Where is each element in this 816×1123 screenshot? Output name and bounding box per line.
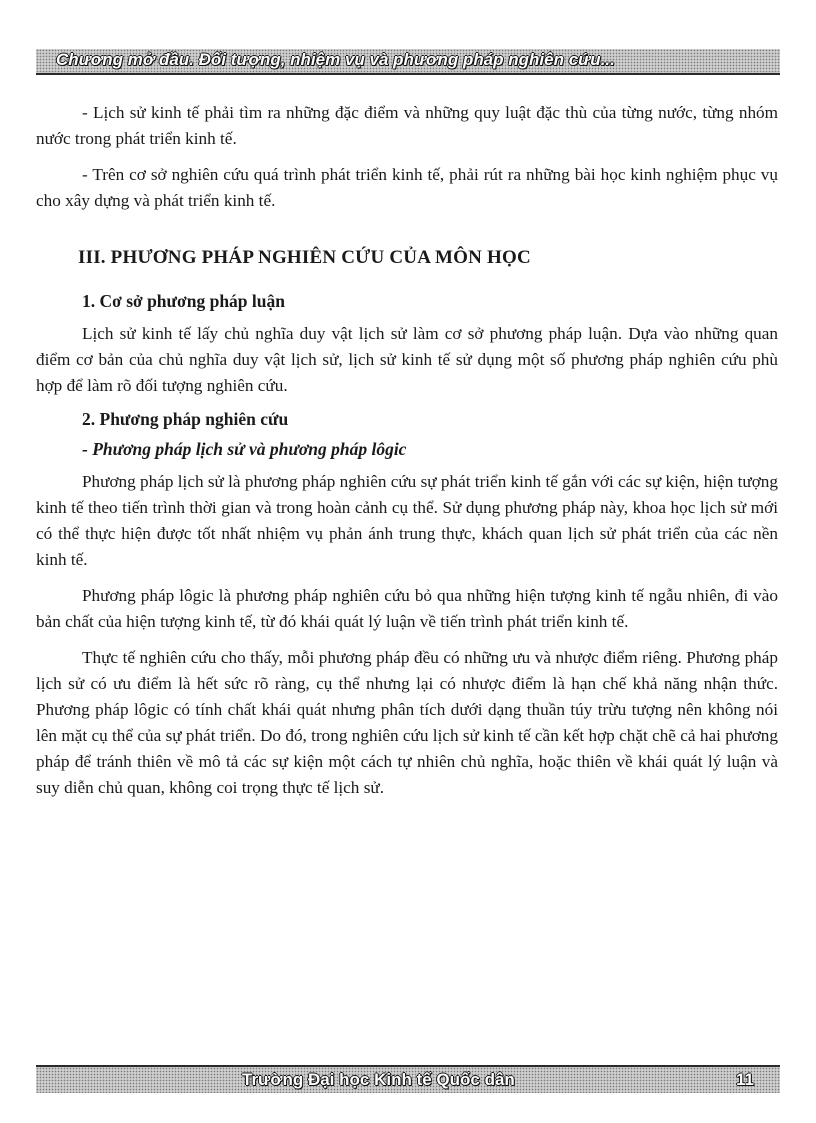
paragraph: Lịch sử kinh tế lấy chủ nghĩa duy vật lịch sử làm cơ sở phương pháp luận. Dựa vào những quan điểm cơ bản của chủ nghĩa duy vật lịch sử, lịch sử kinh tế sử dụng một số phương pháp nghiên cứu phù hợp để làm rõ đối tượng nghiên cứu. bbox=[36, 324, 778, 395]
subsection-heading: 1. Cơ sở phương pháp luận bbox=[82, 291, 285, 311]
paragraph: Phương pháp lịch sử là phương pháp nghiên cứu sự phát triển kinh tế gắn với các sự kiện, hiện tượng kinh tế theo tiến trình thời gian và trong hoàn cảnh cụ thể. Sử dụng phương pháp này, khoa học lịch sử mới có thể thực hiện được tốt nhất nhiệm vụ phản ánh trung thực, khách quan lịch sử phát triển của các nền kinh tế. bbox=[36, 472, 778, 569]
paragraph: - Trên cơ sở nghiên cứu quá trình phát triển kinh tế, phải rút ra những bài học kinh nghiệm phục vụ cho xây dựng và phát triển kinh tế. bbox=[36, 165, 778, 210]
paragraph: - Lịch sử kinh tế phải tìm ra những đặc điểm và những quy luật đặc thù của từng nước, từng nhóm nước trong phát triển kinh tế. bbox=[36, 103, 778, 148]
paragraph: Thực tế nghiên cứu cho thấy, mỗi phương pháp đều có những ưu và nhược điểm riêng. Phương pháp lịch sử có ưu điểm là hết sức rõ ràng, cụ thể nhưng lại có nhược điểm là hạn chế khả năng nhận thức. Phương pháp lôgic có tính chất khái quát nhưng phân tích dưới dạng thuần túy trừu tượng nên không nói lên mặt cụ thể của sự phát triển. Do đó, trong nghiên cứu lịch sử kinh tế cần kết hợp chặt chẽ cả hai phương pháp để tránh thiên về mô tả các sự kiện một cách tự nhiên chủ nghĩa, hoặc thiên về khái quát lý luận và suy diễn chủ quan, không coi trọng thực tế lịch sử. bbox=[36, 648, 778, 797]
running-title: Chương mở đầu. Đối tượng, nhiệm vụ và phương pháp nghiên cứu... bbox=[56, 50, 615, 69]
running-header-banner bbox=[36, 49, 780, 75]
section-heading: III. PHƯƠNG PHÁP NGHIÊN CỨU CỦA MÔN HỌC bbox=[78, 247, 531, 268]
subsubsection-heading: - Phương pháp lịch sử và phương pháp lôgic bbox=[82, 439, 407, 459]
page-content bbox=[36, 100, 778, 811]
footer-institution: Trường Đại học Kinh tế Quốc dân bbox=[242, 1070, 515, 1089]
page-number: 11 bbox=[736, 1070, 754, 1089]
footer-banner bbox=[36, 1065, 780, 1093]
subsection-heading: 2. Phương pháp nghiên cứu bbox=[82, 409, 289, 429]
paragraph: Phương pháp lôgic là phương pháp nghiên cứu bỏ qua những hiện tượng kinh tế ngẫu nhiên, đi vào bản chất của hiện tượng kinh tế, từ đó khái quát lý luận về tiến trình phát triển kinh tế. bbox=[36, 586, 778, 631]
